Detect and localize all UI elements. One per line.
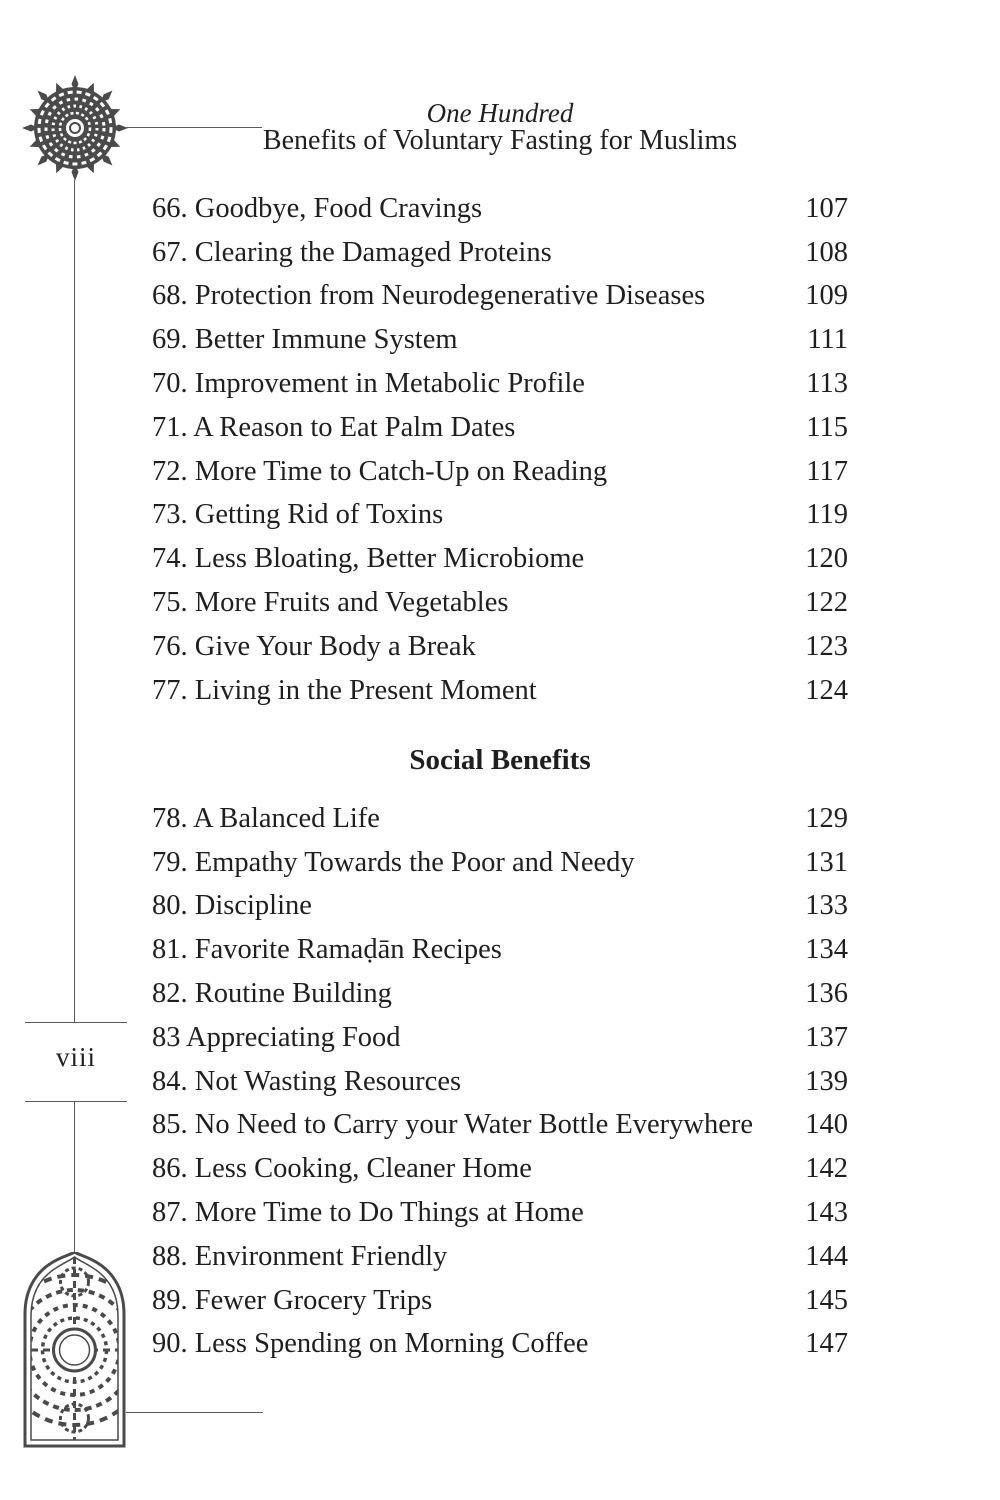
toc-row [152, 537, 848, 581]
toc-entry-page-number: 147 [805, 1328, 848, 1360]
toc-row [152, 669, 848, 713]
toc-entry-title: 69. Better Immune System [152, 324, 458, 356]
toc-entry-title: 83 Appreciating Food [152, 1021, 401, 1053]
toc-row [152, 406, 848, 450]
toc-entry-title: 78. A Balanced Life [152, 802, 380, 834]
toc-entry-page-number: 109 [805, 280, 848, 312]
section-heading-social-benefits: Social Benefits [409, 744, 591, 776]
toc-entry-page-number: 119 [806, 499, 848, 531]
toc-entry-title: 75. More Fruits and Vegetables [152, 587, 509, 619]
toc-entry-title: 70. Improvement in Metabolic Profile [152, 368, 585, 400]
toc-row [152, 1191, 848, 1235]
toc-entry-page-number: 134 [805, 934, 848, 966]
toc-row [152, 450, 848, 494]
toc-entry-page-number: 113 [806, 368, 848, 400]
footer-rule [126, 1412, 263, 1413]
toc-row [152, 885, 848, 929]
arch-lattice-icon [23, 1252, 126, 1448]
toc-entry-title: 82. Routine Building [152, 978, 392, 1010]
toc-row [152, 494, 848, 538]
toc-list-health-benefits [152, 187, 848, 713]
toc-entry-page-number: 120 [805, 543, 848, 575]
toc-entry-title: 73. Getting Rid of Toxins [152, 499, 444, 531]
toc-entry-page-number: 137 [805, 1021, 848, 1053]
toc-entry-title: 68. Protection from Neurodegenerative Diseases [152, 280, 706, 312]
running-head [0, 99, 1000, 155]
toc-entry-title: 84. Not Wasting Resources [152, 1065, 462, 1097]
toc-entry-page-number: 144 [805, 1240, 848, 1272]
toc-entry-title: 66. Goodbye, Food Cravings [152, 192, 483, 224]
toc-entry-page-number: 111 [807, 324, 848, 356]
toc-entry-page-number: 117 [806, 455, 848, 487]
margin-rule-lower [74, 1101, 75, 1252]
toc-entry-page-number: 115 [806, 411, 848, 443]
toc-list-social-benefits [152, 797, 848, 1366]
toc-entry-page-number: 136 [805, 978, 848, 1010]
toc-row [152, 972, 848, 1016]
toc-row [152, 581, 848, 625]
toc-entry-title: 67. Clearing the Damaged Proteins [152, 236, 552, 268]
toc-row [152, 187, 848, 231]
folio-rule-bottom [25, 1101, 127, 1102]
toc-entry-title: 89. Fewer Grocery Trips [152, 1284, 433, 1316]
toc-row [152, 362, 848, 406]
toc-entry-page-number: 123 [805, 630, 848, 662]
folio-page-number: viii [55, 1042, 96, 1072]
toc-entry-title: 85. No Need to Carry your Water Bottle Everywhere [152, 1109, 754, 1141]
toc-row [152, 1323, 848, 1367]
toc-row [152, 1060, 848, 1104]
toc-entry-title: 80. Discipline [152, 890, 312, 922]
toc-entry-title: 77. Living in the Present Moment [152, 674, 537, 706]
running-head-book-title: Benefits of Voluntary Fasting for Muslims [262, 125, 738, 156]
toc-entry-page-number: 140 [805, 1109, 848, 1141]
toc-row [152, 1279, 848, 1323]
toc-row [152, 625, 848, 669]
toc-entry-title: 79. Empathy Towards the Poor and Needy [152, 846, 635, 878]
toc-entry-page-number: 122 [805, 587, 848, 619]
toc-entry-title: 87. More Time to Do Things at Home [152, 1197, 584, 1229]
toc-row [152, 841, 848, 885]
toc-entry-title: 72. More Time to Catch-Up on Reading [152, 455, 608, 487]
toc-row [152, 1016, 848, 1060]
toc-row [152, 275, 848, 319]
toc-entry-page-number: 139 [805, 1065, 848, 1097]
toc-row [152, 928, 848, 972]
toc-entry-title: 81. Favorite Ramaḍān Recipes [152, 934, 502, 966]
toc-entry-page-number: 133 [805, 890, 848, 922]
toc-entry-title: 76. Give Your Body a Break [152, 630, 476, 662]
toc-entry-page-number: 129 [805, 802, 848, 834]
margin-rule-upper [74, 180, 75, 1022]
toc-entry-page-number: 107 [805, 192, 848, 224]
toc-row [152, 1104, 848, 1148]
toc-row [152, 1147, 848, 1191]
toc-row [152, 318, 848, 362]
running-head-series-title: One Hundred [426, 98, 574, 128]
toc-row [152, 797, 848, 841]
toc-entry-title: 90. Less Spending on Morning Coffee [152, 1328, 589, 1360]
toc-entry-title: 74. Less Bloating, Better Microbiome [152, 543, 585, 575]
toc-entry-page-number: 131 [805, 846, 848, 878]
toc-entry-page-number: 108 [805, 236, 848, 268]
toc-entry-page-number: 124 [805, 674, 848, 706]
toc-entry-page-number: 142 [805, 1153, 848, 1185]
toc-entry-title: 86. Less Cooking, Cleaner Home [152, 1153, 532, 1185]
toc-entry-title: 88. Environment Friendly [152, 1240, 448, 1272]
toc-row [152, 231, 848, 275]
toc-row [152, 1235, 848, 1279]
toc-entry-title: 71. A Reason to Eat Palm Dates [152, 411, 516, 443]
folio-rule-top [25, 1022, 127, 1023]
toc-entry-page-number: 143 [805, 1197, 848, 1229]
toc-entry-page-number: 145 [805, 1284, 848, 1316]
